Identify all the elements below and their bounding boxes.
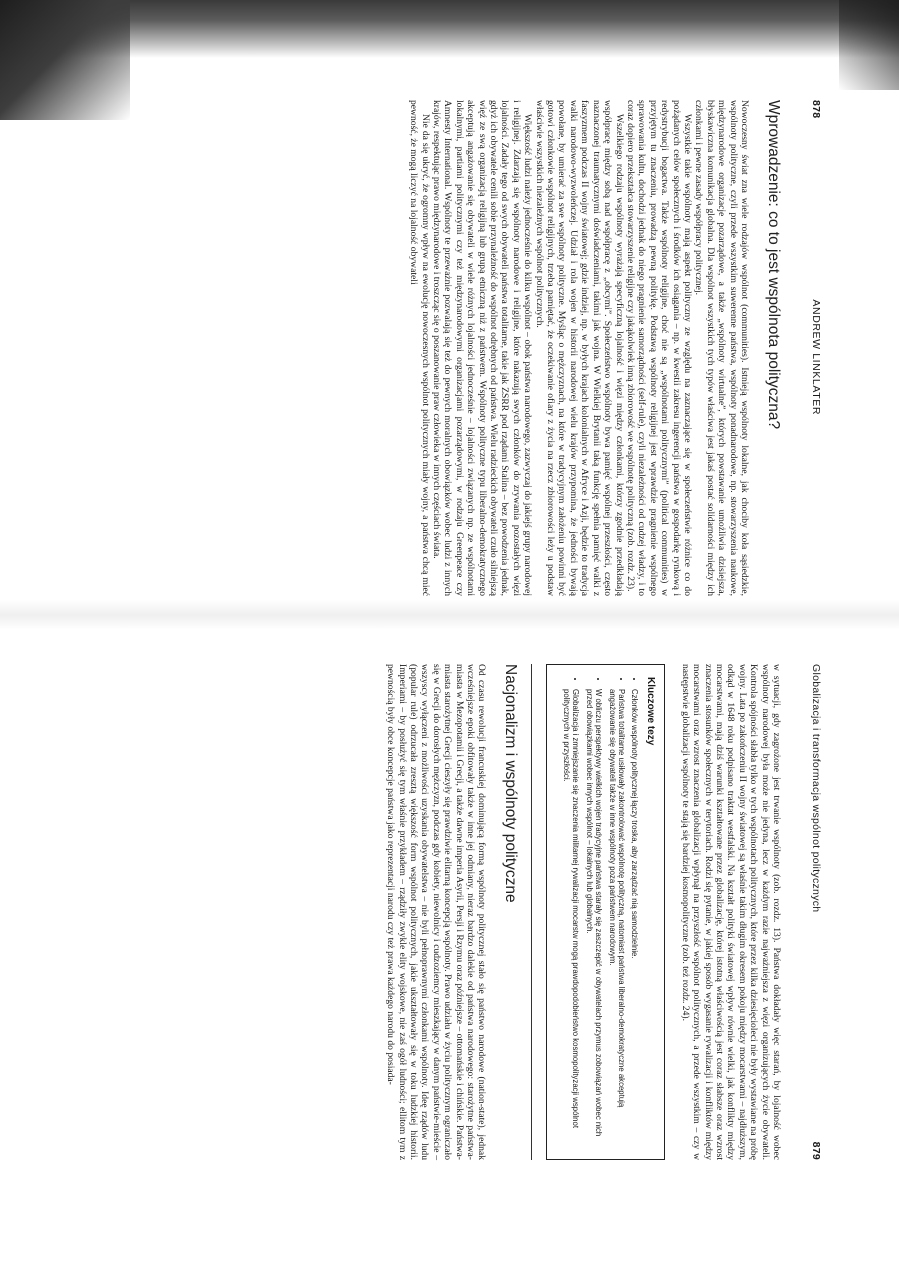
paragraph: Większość ludzi należy jednocześnie do kilku wspólnot – obok państwa narodowego, zazwyczaj do jakiejś grupy narodowej i religijnej. Zdarzają się wspólnoty narodowe i religijne, które nakazują swych członków do zrywania pozostałych więzi lojalności. Zadały tego od swych obywateli państwa totalitarne, takie jak ZSRR pod rządami Stalina – bez powodzenia jednak, gdyż ich obywatele cenili sobie przynależność do wspólnot odrębnych od państwa. Wielu radzieckich obywateli czuło silniejszą więź ze swą organizacją religijną lub grupą etniczną niż z państwem. Wspólnoty polityczne typu liberalno-demokratycznego akceptują angażowanie się obywateli w wiele różnych lojalności jednocześnie – lojalności związanych np. ze wspólnotami lokalnymi, partiami politycznymi czy też międzynarodowymi organizacjami pozarządowymi, w rodzaju Greenpeace czy Amnesty International. Wspólnoty te przeważnie pozwalają się też do pewnych moralnych obowiązków wobec ludzi z innych krajów, respektując prawo międzynarodowe i troszcząc się o poszanowanie praw człowieka w innych częściach świata. (431, 100, 534, 596)
key-point-item: • Członków wspólnoty politycznej łączy troska, aby zarządzać nią samodzielnie. (630, 689, 639, 1149)
key-point-item: • Państwa totalitarne usiłowały zakontrolować wspólnotę polityczną, natomiast państwa liberalno-demokratyczne akceptują angażowanie się obywateli także w inne wspólnoty poza państwem narodowym. (607, 689, 626, 1149)
left-body-text (408, 100, 750, 596)
right-section-text (385, 664, 488, 1160)
scan-shadow-top (0, 0, 899, 58)
paragraph: w sytuacji, gdy zagrożone jest trwanie wspólnoty (zob. rozdz. 13). Państwa dokładały więc starań, by lojalność wobec wspólnoty narodowej była może nie jedyna, lecz w każdym razie najważniejsza z więzi organizujących życie obywateli. Kontrola spójności słabła tylko w tych wspólnotach politycznych, które przez kilka dziesięcioleci nie były wystawiane na próbę wojny. Lata po zakończeniu II wojny światowej są właśnie takim długim okresem pokoju między mocarstwami – najdłuższym, odkąd w 1648 roku podpisano traktat westfalski. Na kształt polityki światowej wpływ równie wielki, jak konflikty między mocarstwami, mają dziś warunki kształtowane przez globalizację, której istotną właściwością jest coraz słabsze oraz wzrost znaczenia stosunków społecznych w terytoriach. Rodzi się pytanie, w jakiej sposób wygasanie rywalizacji i konfliktów między mocarstwami oraz wzrost znaczenia globalizacji wpłynął na przyszłość wspólnot politycznych, a przede wszystkim – czy w następstwie globalizacji wspólnoty te stają się bardziej kosmopolityczne (zob. też rozdz. 24). (679, 664, 782, 1160)
nationalism-section-title: Nacjonalizm i wspólnoty polityczne (502, 664, 533, 1160)
chapter-running-title: Globalizacja i transformacja wspólnot politycznych (810, 664, 822, 913)
key-point-item: • Globalizacja i zmniejszanie się znaczenia militarnej rywalizacji mocarstw mogą prawdopodobieństwo kosmopolityzacji wspólnot politycznych w przyszłości. (562, 689, 581, 1149)
key-points-title: Kluczowe tezy (645, 677, 657, 746)
author-running-head: ANDREW LINKLATER (810, 299, 822, 415)
key-points-list (562, 677, 640, 1149)
paragraph: Od czasu rewolucji francuskiej dominującą formą wspólnoty politycznej stało się państwo narodowe (nation-state), jednak wcześniejsze epoki obfitowały także w inne jej odmiany, nieraz bardzo dalekie od państwa narodowego: starożytne państwa-miasta w Mezopotamii i Grecji, a także dawne imperia Asyrii, Persji i Rzymu oraz późniejsze – ottomańskie i chińskie. Państwa-miasta starożytnej Grecji cieszyły się prawdziwie elitarną koncepcją wspólnoty. Prawo udziału w życiu politycznym ograniczało się w Grecji do dorosłych mężczyzn, podczas gdy kobiety, niewolnicy i cudzoziemcy mieszkający w danym państwie-mieście – wszyscy wyłączeni z możliwości uzyskania obywatelstwa – nie byli pełnoprawnymi członkami wspólnoty. Ideę rządów ludu (popular rule) odrzucała zresztą większość form wspólnot politycznych, jakie ukształtowały się w toku ludzkiej historii. Imperiami – by posłużyć się tym właśnie przykładem – rządziły zwykle elity wojskowe, nie zaś ogół ludności; ellitom tym z pewnością były obce koncepcje państwa jako reprezentacji narodu czy też prawa każdego narodu do posiada- (385, 664, 488, 1160)
right-page (82, 630, 842, 1190)
right-running-head (810, 664, 822, 1160)
key-point-item: • W obliczu perspektywy wielkich wojen tradycyjne państwa starały się zaszczepić w obywatelach przymus zobowiązań wobec nich przed obowiązkami wobec innych wspólnot – lokalnych lub globalnych. (584, 689, 603, 1149)
right-intro-text (679, 664, 782, 1160)
left-page (82, 70, 842, 630)
right-page-number: 879 (810, 1141, 822, 1160)
book-spread (82, 70, 842, 1190)
paragraph: Wszelkiego rodzaju wspólnoty wyrażają specyficzną lojalność i więzi między członkami, którzy zgodnie przedkładają współpracę między sobą nad współpracę z „obcymi”. Społeczeństwo wspólnoty bywa pamięć wspólnej przeszłości, często naznaczonej traumatycznymi doświadczeniami, takimi jak wojna. W Wielkiej Brytanii taką funkcję spełnia pamięć walki z faszyzmem podczas II wojny światowej; gdzie indziej, np. w byłych krajach kolonialnych w Afryce i Azji, będzie to tradycja walki narodowo-wyzwoleńczej. Udział i rola wojen w historii narodowej wielu krajów przypomina, że jedności bywają powołane, by umierać za swe wspólnoty polityczne. Myśląc o mężczyznach, na które w tradycyjnym założeniu powinni być gotowi członkowie wspólnot religijnych, trzeba pamiętać, że oczekiwanie ofiary z życia na rzecz zbiorowości leży u podstaw właściwie wszystkich niezależnych wspólnot politycznych. (533, 100, 625, 596)
paragraph: Wszystkie takie wspólnoty mają aspekt polityczny ze względu na zaznaczające się w społeczeństwie różnice co do pożądanych celów społecznych i środków ich osiągania – np. w kwestii zakresu ingerencji państwa w gospodarkę rynkową i redystrybucji bogactwa. Także wspólnoty religijne, choć nie są „wspólnotami politycznymi” (political communities) w przyjętym tu znaczeniu, prowadzą pewną politykę. Podstawą wspólnoty religijnej jest wprawdzie pragnienie wspólnego sprawowania kultu, dochodzi jednak do niego pragnienie samorządności (self-rule), czyli niezależności od cudzej władzy, i to coraz dopiero przekształca stowarzyszenie religijne czy jakąkolwiek inną zbiorowość we wspólnotę polityczną (zob. rozdz. 23). (624, 100, 693, 596)
left-running-head (810, 100, 822, 596)
intro-section-title: Wprowadzenie: co to jest wspólnota polityczna? (765, 100, 782, 430)
key-points-box (547, 664, 666, 1160)
left-page-number: 878 (810, 100, 822, 119)
scan-shadow-corner-right (839, 0, 899, 90)
paragraph: Nowoczesny świat zna wiele rodzajów wspólnot (communities). Istnieją wspólnoty lokalne, jak chociby koła sąsiedzkie, wspólnoty polityczne, czyli przede wszystkim suwerenne państwa, wspólnoty ponadnarodowe, np. stowarzyszenia naukowe, międzynarodowe organizacje pozarządowe, a także „wspólnoty wirtualne”, których powstawanie umożliwia dzisiejsza, błyskawiczna komunikacja globalna. Dla wspólnot wszystkich tych typów właściwa jest jakaś postać solidarności między ich członkami i pewne zasady współpracy politycznej. (693, 100, 750, 596)
paragraph: Nie da się ukryć, że ogromny wpływ na ewolucję nowoczesnych wspólnot politycznych miały wojny, a państwa chcą mieć pewność, że mogą liczyć na lojalność obywateli (408, 100, 431, 596)
